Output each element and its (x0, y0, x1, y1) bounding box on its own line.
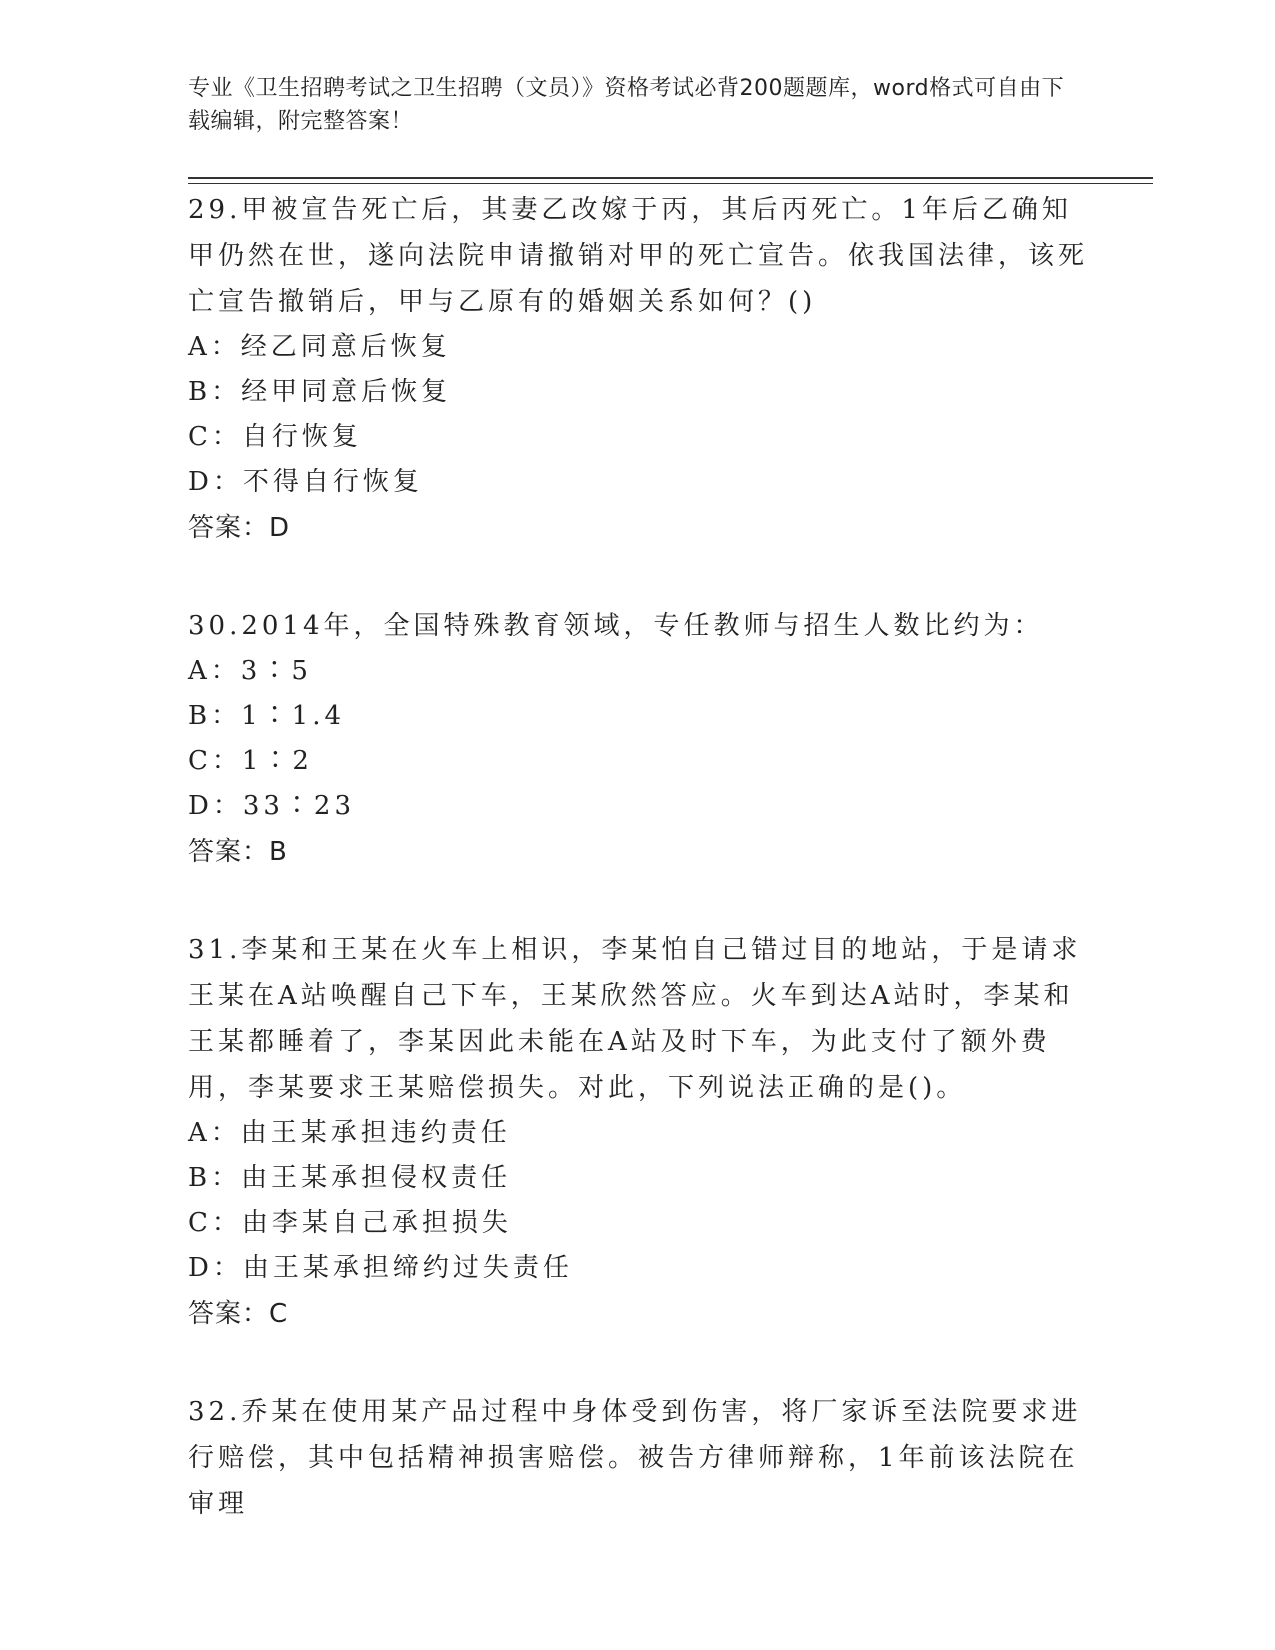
header-divider (188, 177, 1153, 179)
document-header: 专业《卫生招聘考试之卫生招聘（文员）》资格考试必背200题题库，word格式可自由下载编辑，附完整答案！ (188, 76, 1065, 134)
option-a: A：3∶5 (188, 656, 312, 686)
answer-label: 答案：B (188, 837, 288, 867)
answer-label: 答案：C (188, 1299, 289, 1329)
option-a: A：由王某承担违约责任 (188, 1118, 511, 1148)
option-b: B：由王某承担侵权责任 (188, 1163, 512, 1193)
option-d: D：由王某承担缔约过失责任 (188, 1253, 573, 1283)
option-d: D：33∶23 (188, 791, 356, 821)
question-32 (188, 1389, 1088, 1527)
header-divider-thin (188, 183, 1153, 184)
option-b: B：1∶1.4 (188, 701, 345, 731)
option-c: C：1∶2 (188, 746, 313, 776)
option-c: C：由李某自己承担损失 (188, 1208, 512, 1238)
answer-label: 答案：D (188, 513, 291, 543)
option-a: A：经乙同意后恢复 (188, 332, 451, 362)
question-stem: 29.甲被宣告死亡后，其妻乙改嫁于丙，其后丙死亡。1年后乙确知甲仍然在世，遂向法院申请撤销对甲的死亡宣告。依我国法律，该死亡宣告撤销后，甲与乙原有的婚姻关系如何？() (188, 195, 1089, 317)
question-stem: 32.乔某在使用某产品过程中身体受到伤害，将厂家诉至法院要求进行赔偿，其中包括精神损害赔偿。被告方律师辩称，1年前该法院在审理 (188, 1397, 1082, 1519)
option-c: C：自行恢复 (188, 422, 362, 452)
question-31 (188, 927, 1088, 1337)
question-29 (188, 187, 1088, 551)
question-stem: 31.李某和王某在火车上相识，李某怕自己错过目的地站，于是请求王某在A站唤醒自己下车，王某欣然答应。火车到达A站时，李某和王某都睡着了，李某因此未能在A站及时下车，为此支付了额外费用，李某要求王某赔偿损失。对此，下列说法正确的是()。 (188, 935, 1082, 1103)
option-d: D：不得自行恢复 (188, 467, 423, 497)
question-list (188, 187, 1088, 1579)
option-b: B：经甲同意后恢复 (188, 377, 452, 407)
question-30 (188, 603, 1088, 875)
question-stem: 30.2014年，全国特殊教育领域，专任教师与招生人数比约为： (188, 611, 1044, 641)
